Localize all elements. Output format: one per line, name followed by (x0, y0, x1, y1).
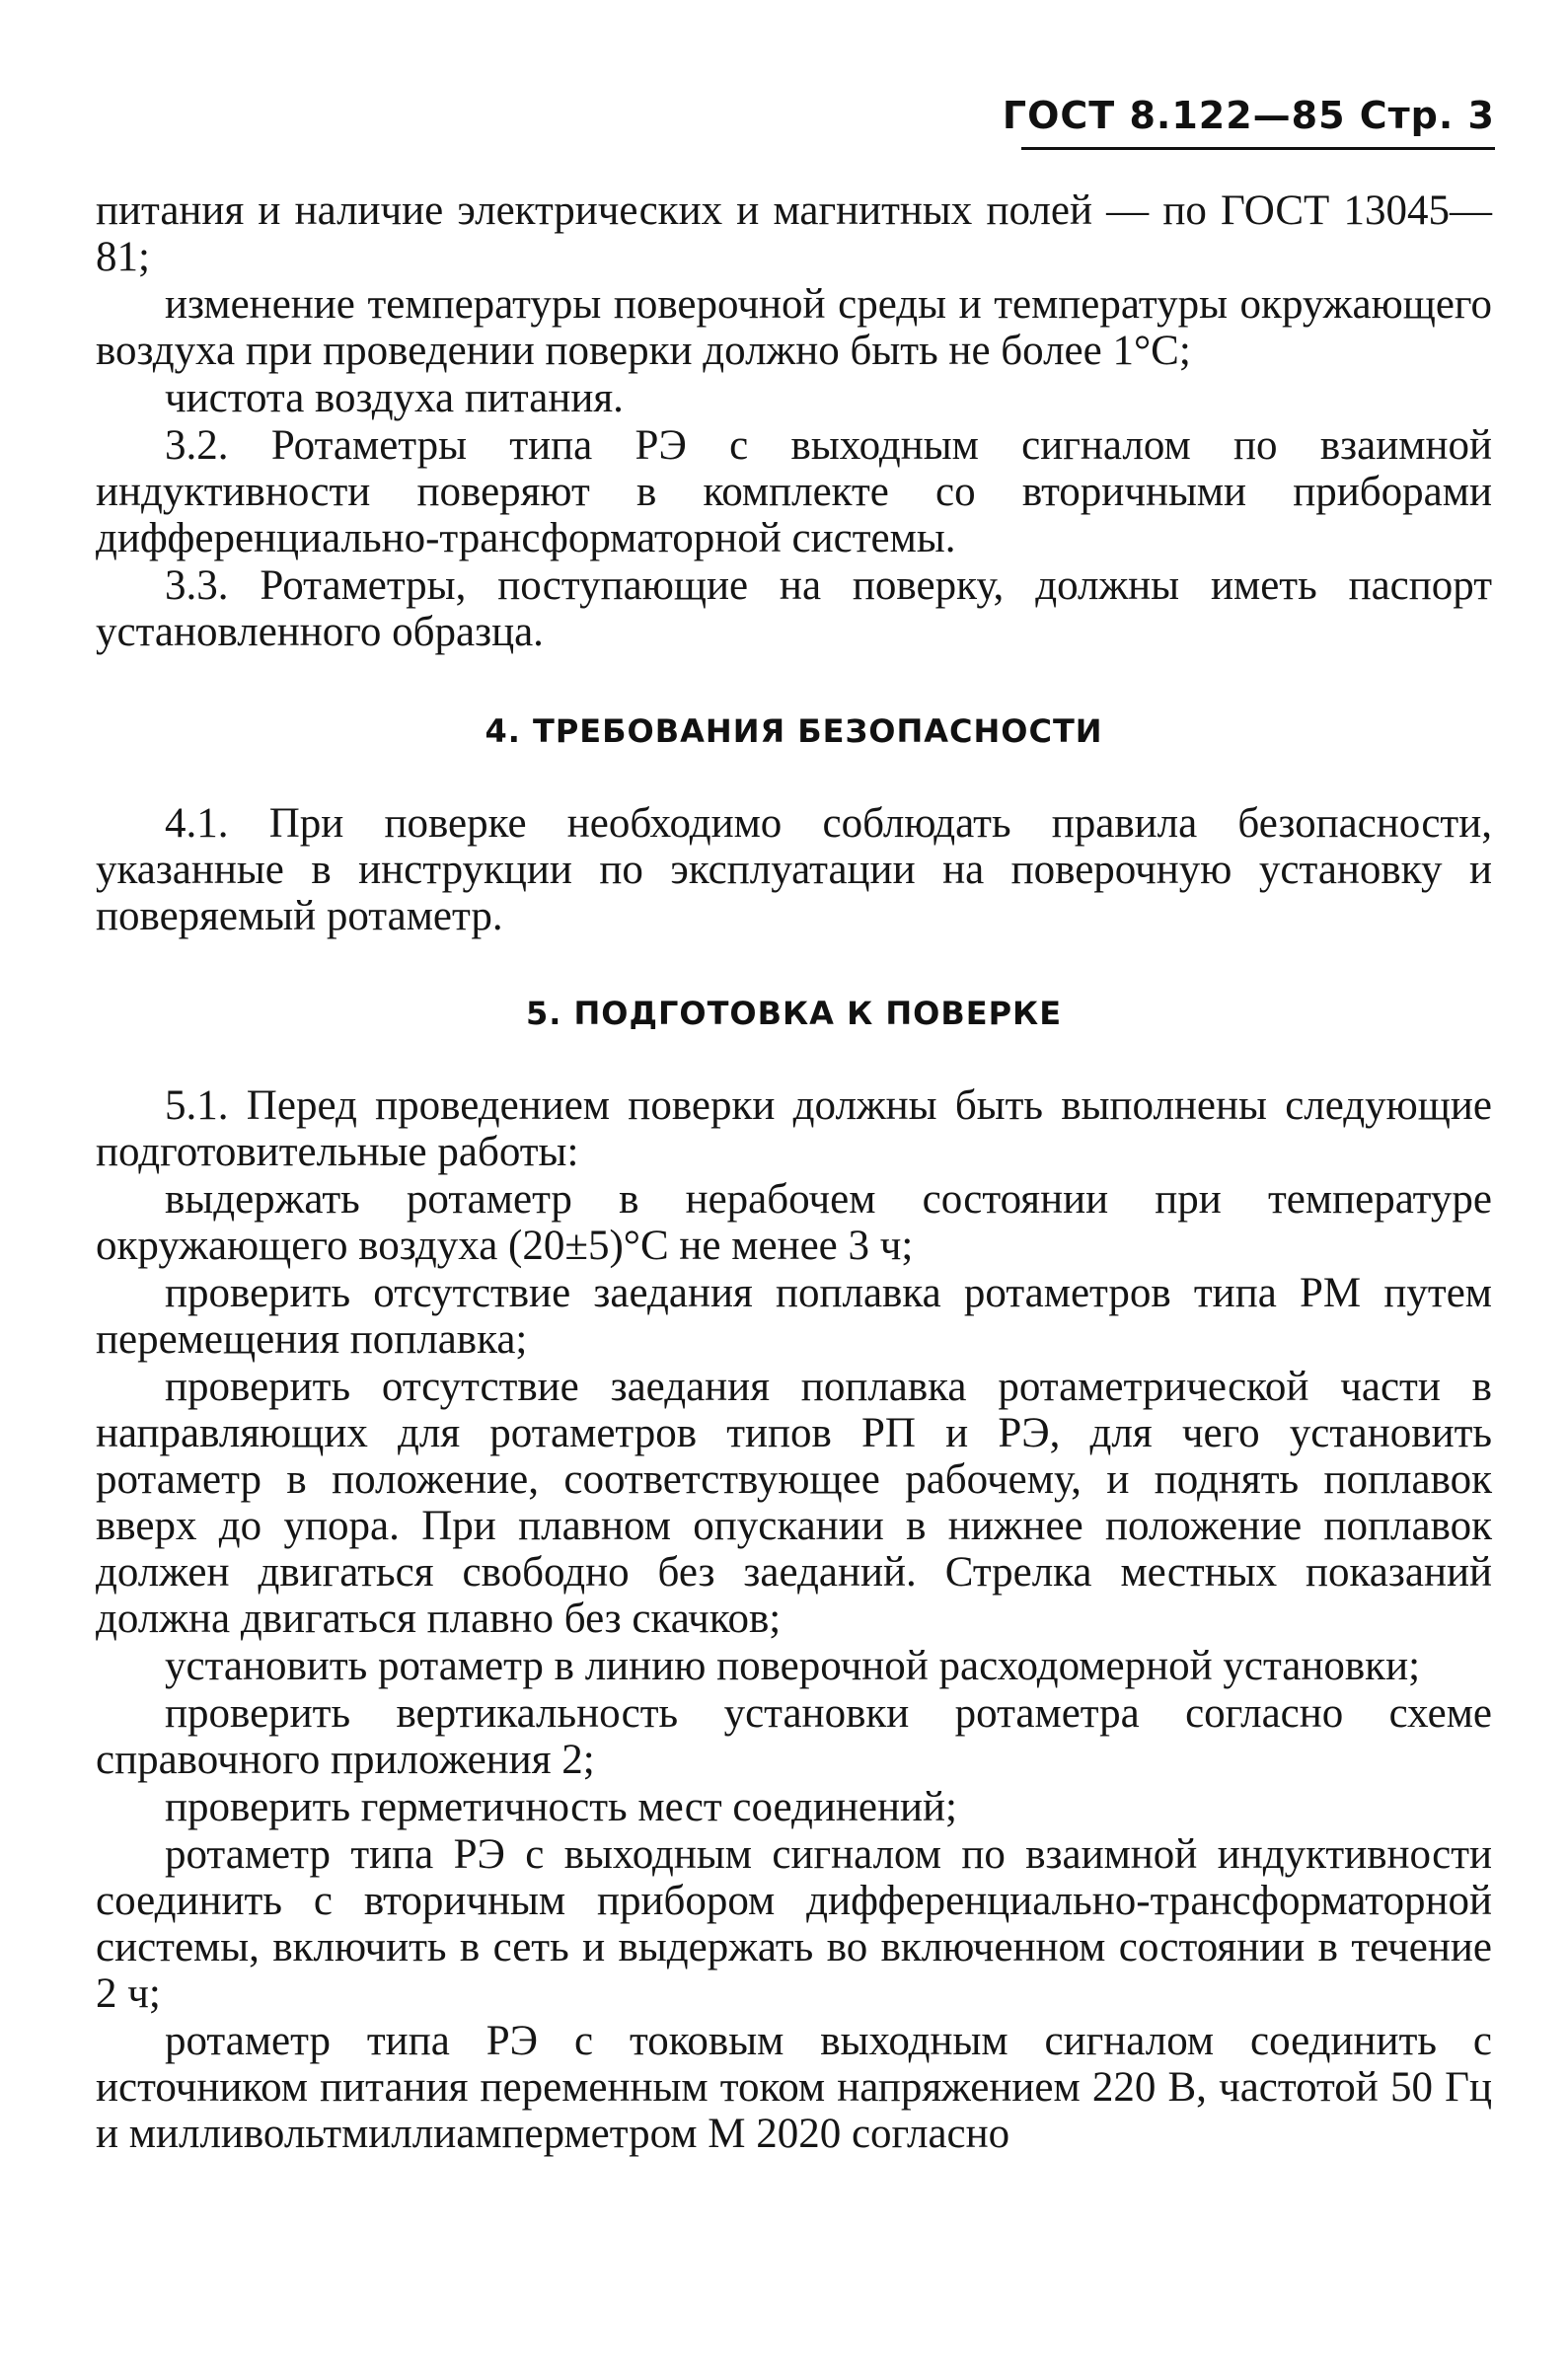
header-title: ГОСТ 8.122—85 Стр. 3 (1002, 94, 1495, 137)
paragraph: проверить вертикальность установки ротаметра согласно схеме справочного приложения 2; (96, 1690, 1492, 1783)
paragraph: ротаметр типа РЭ с выходным сигналом по взаимной индуктивности соединить с вторичным прибором дифференциально-трансформаторной системы, включить в сеть и выдержать во включенном состоянии в течение 2 ч; (96, 1831, 1492, 2017)
paragraph: 3.2. Ротаметры типа РЭ с выходным сигналом по взаимной индуктивности поверяют в комплекте со вторичными приборами дифференциально-трансформаторной системы. (96, 422, 1492, 561)
paragraph: проверить отсутствие заедания поплавка ротаметрической части в направляющих для ротаметров типов РП и РЭ, для чего установить ротаметр в положение, соответствующее рабочему, и поднять поплавок вверх до упора. При плавном опускании в нижнее положение поплавок должен двигаться свободно без заеданий. Стрелка местных показаний должна двигаться плавно без скачков; (96, 1364, 1492, 1642)
paragraph: проверить герметичность мест соединений; (165, 1784, 957, 1830)
paragraph: ротаметр типа РЭ с токовым выходным сигналом соединить с источником питания переменным током напряжением 220 В, частотой 50 Гц и милливольтмиллиамперметром М 2020 согласно (96, 2018, 1492, 2157)
paragraph: проверить отсутствие заедания поплавка ротаметров типа РМ путем перемещения поплавка; (96, 1270, 1492, 1363)
section-heading: 4. ТРЕБОВАНИЯ БЕЗОПАСНОСТИ (485, 712, 1103, 750)
document-body (96, 187, 1492, 2158)
page-header (1002, 94, 1495, 149)
paragraph: выдержать ротаметр в нерабочем состоянии при температуре окружающего воздуха (20±5)°С не менее 3 ч; (96, 1176, 1492, 1269)
paragraph: 3.3. Ротаметры, поступающие на поверку, должны иметь паспорт установленного образца. (96, 562, 1492, 655)
paragraph: чистота воздуха питания. (165, 375, 624, 421)
header-rule (1021, 147, 1495, 150)
paragraph: питания и наличие электрических и магнитных полей — по ГОСТ 13045—81; (96, 187, 1492, 280)
paragraph: изменение температуры поверочной среды и температуры окружающего воздуха при проведении поверки должно быть не более 1°С; (96, 281, 1492, 374)
paragraph: установить ротаметр в линию поверочной расходомерной установки; (165, 1643, 1421, 1689)
section-heading: 5. ПОДГОТОВКА К ПОВЕРКЕ (525, 995, 1063, 1032)
paragraph: 5.1. Перед проведением поверки должны быть выполнены следующие подготовительные работы: (96, 1082, 1492, 1175)
paragraph: 4.1. При поверке необходимо соблюдать правила безопасности, указанные в инструкции по эксплуатации на поверочную установку и поверяемый ротаметр. (96, 800, 1492, 939)
